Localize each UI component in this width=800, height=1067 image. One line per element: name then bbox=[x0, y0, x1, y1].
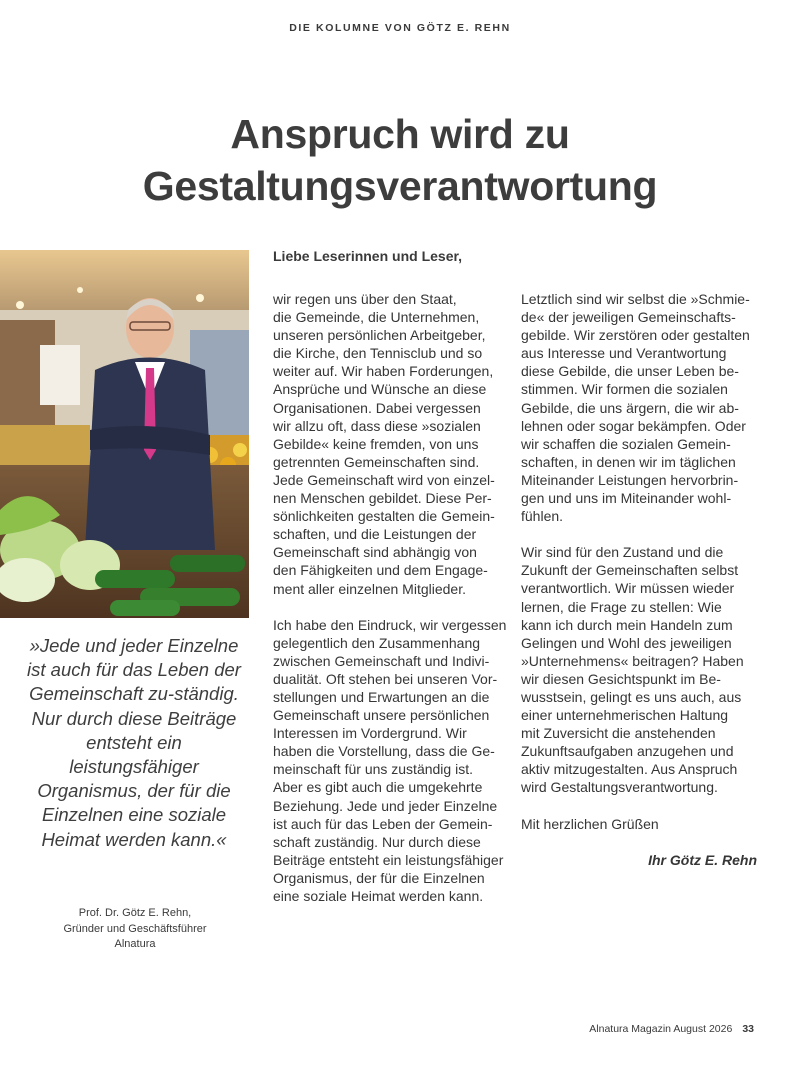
title-line-1: Anspruch wird zu bbox=[230, 111, 570, 157]
pull-quote: »Jede und jeder Einzelne ist auch für das Leben der Gemeinschaft zu-ständig. Nur durch diese Beiträge entsteht ein leistungsfähiger Organismus, der für die Einzelnen eine soziale Heimat werden kann.« bbox=[27, 635, 241, 850]
paragraph: Letztlich sind wir selbst die »Schmie- de« der jeweiligen Gemeinschafts- gebilde. Wir zerstören oder gestalten aus Interesse und Verantwortung diese Gebilde, die unser Leben be- stimmen. Wir formen die sozialen Gebilde, die uns ärgern, die wir ab- lehnen oder sogar bekämpfen. Oder wir schaffen die sozialen Gemein- schaften, in denen wir im täglichen Miteinander Leistungen hervorbrin- gen und uns im Miteinander wohl- fühlen. bbox=[521, 291, 750, 525]
page-footer bbox=[589, 1023, 754, 1035]
closing: Mit herzlichen Grüßen bbox=[521, 815, 659, 832]
attribution-role: Gründer und Geschäftsführer bbox=[63, 922, 207, 935]
author-photo bbox=[0, 250, 249, 618]
attribution-name: Prof. Dr. Götz E. Rehn, bbox=[78, 907, 192, 919]
page-number: 33 bbox=[742, 1023, 754, 1035]
paragraph: Wir sind für den Zustand und die Zukunft der Gemeinschaften selbst verantwortlich. Wir müssen wieder lernen, die Frage zu stellen: Wie kann ich durch mein Handeln zum Gelingen und Wohl des jeweiligen »Unternehmens« beitragen? Haben wir diesen Gesichtspunkt im Be- wusstsein, gelingt es uns auch, aus einer unternehmerischen Haltung mit Zuversicht die anstehenden Zukunftsaufgaben anzugehen und aktiv mitzugestalten. Aus Anspruch wird Gestaltungsverantwortung. bbox=[521, 544, 744, 796]
paragraph: wir regen uns über den Staat, die Gemeinde, die Unternehmen, unseren persönlichen Arbeitgeber, die Kirche, den Tennisclub und so weiter auf. Wir haben Forderungen, Ansprüche und Wünsche an diese Organisationen. Dabei vergessen wir allzu oft, dass diese »sozialen Gebilde« keine fremden, von uns getrennten Gemeinschaften sind. Jede Gemeinschaft wird von einzel- nen Menschen gebildet. Diese Per- sönlichkeiten gestalten die Gemein- schaften, und die Leistungen der Gemeinschaft sind abhängig von den Fähigkeiten und dem Engage- ment aller einzelnen Mitglieder. bbox=[273, 291, 495, 597]
quote-attribution bbox=[40, 906, 230, 953]
page-title bbox=[0, 108, 800, 212]
paragraph: Ich habe den Eindruck, wir vergessen gelegentlich den Zusammenhang zwischen Gemeinschaft und Indivi- dualität. Oft stehen bei unseren Vor- stellungen und Erwartungen an die Gemeinschaft unsere persönlichen Interessen im Vordergrund. Wir haben die Vorstellung, dass die Ge- meinschaft für uns zuständig ist. Aber es gibt auch die umgekehrte Beziehung. Jede und jeder Einzelne ist auch für das Leben der Gemein- schaft zuständig. Nur durch diese Beiträge entsteht ein leistungsfähiger Organismus, der für die Einzelnen eine soziale Heimat werden kann. bbox=[273, 616, 507, 904]
magazine-name: Alnatura Magazin August 2026 bbox=[589, 1023, 733, 1035]
body-column-1 bbox=[273, 290, 509, 923]
signature: Ihr Götz E. Rehn bbox=[648, 851, 757, 868]
salutation: Liebe Leserinnen und Leser, bbox=[273, 248, 463, 264]
body-column-2 bbox=[521, 290, 763, 887]
attribution-company: Alnatura bbox=[114, 938, 156, 950]
column-kicker: DIE KOLUMNE VON GÖTZ E. REHN bbox=[289, 22, 511, 34]
title-line-2: Gestaltungsverantwortung bbox=[142, 163, 658, 209]
